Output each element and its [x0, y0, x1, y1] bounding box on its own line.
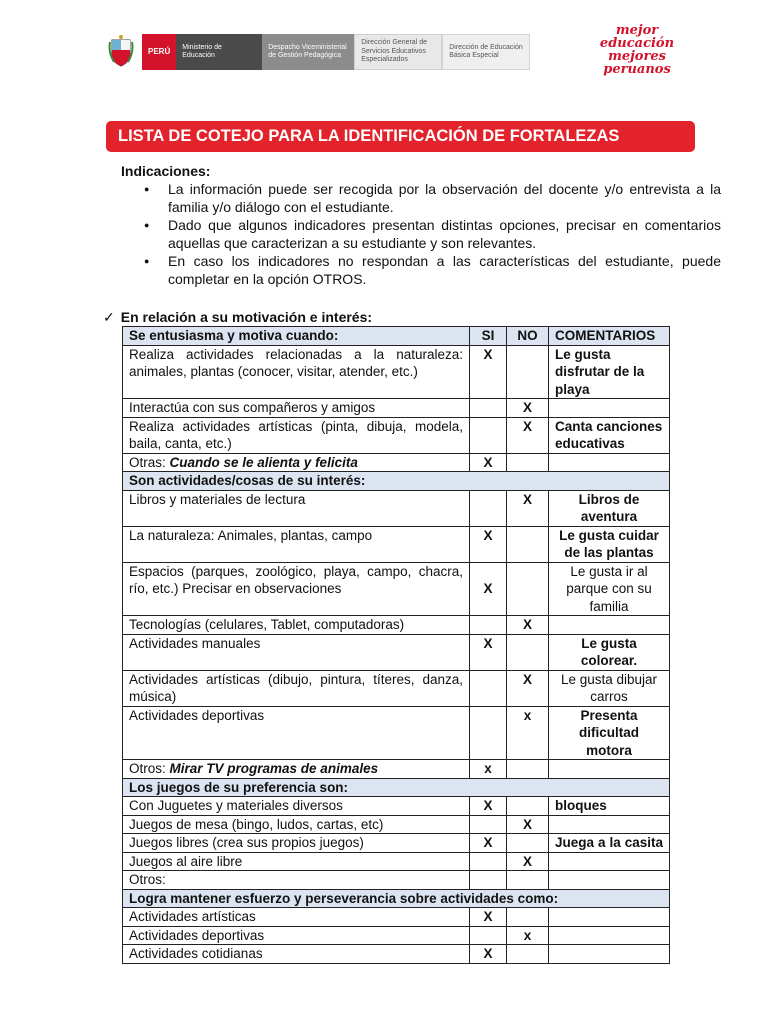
ministerio-label: Ministerio de Educación	[176, 34, 262, 70]
no-cell[interactable]	[507, 760, 549, 779]
si-cell[interactable]	[470, 871, 507, 890]
row-description: Otros:	[123, 871, 470, 890]
no-cell[interactable]: X	[507, 490, 549, 526]
section-row	[123, 889, 670, 908]
row-description: Actividades artísticas	[123, 908, 470, 927]
section-row	[123, 472, 670, 491]
comment-cell[interactable]: Le gusta dibujar carros	[549, 670, 670, 706]
otros-description	[123, 760, 470, 779]
si-cell[interactable]: X	[470, 945, 507, 964]
row-description: Actividades artísticas (dibujo, pintura, títeres, danza, música)	[123, 670, 470, 706]
table-row	[123, 834, 670, 853]
no-cell[interactable]: X	[507, 852, 549, 871]
slogan-logo	[598, 24, 676, 76]
coat-of-arms-icon	[108, 34, 134, 68]
checkmark-icon: ✓	[103, 309, 115, 325]
si-cell[interactable]	[470, 490, 507, 526]
comment-cell[interactable]	[549, 926, 670, 945]
si-cell[interactable]: X	[470, 526, 507, 562]
table-row	[123, 908, 670, 927]
comment-cell[interactable]	[549, 760, 670, 779]
row-description: La naturaleza: Animales, plantas, campo	[123, 526, 470, 562]
direccion-general-label: Dirección General de Servicios Educativos Especializados	[354, 34, 442, 70]
table-header-row	[123, 327, 670, 346]
row-description: Realiza actividades artísticas (pinta, dibuja, modela, baila, canta, etc.)	[123, 417, 470, 453]
indicaciones-list	[140, 181, 721, 289]
row-description: Tecnologías (celulares, Tablet, computadoras)	[123, 616, 470, 635]
row-description: Juegos de mesa (bingo, ludos, cartas, etc)	[123, 815, 470, 834]
table-row	[123, 852, 670, 871]
si-cell[interactable]: x	[470, 760, 507, 779]
si-cell[interactable]	[470, 399, 507, 418]
comment-cell[interactable]: bloques	[549, 797, 670, 816]
otras-prefix: Otras:	[129, 454, 170, 470]
table-row	[123, 706, 670, 760]
header-comentarios: COMENTARIOS	[549, 327, 670, 346]
otras-description	[123, 453, 470, 472]
si-cell[interactable]: X	[470, 908, 507, 927]
table-row	[123, 926, 670, 945]
section-row-label: Son actividades/cosas de su interés:	[123, 472, 670, 491]
slogan-line: mejores	[608, 49, 666, 64]
comment-cell[interactable]	[549, 453, 670, 472]
header-item: Se entusiasma y motiva cuando:	[123, 327, 470, 346]
comment-cell[interactable]	[549, 908, 670, 927]
table-row	[123, 634, 670, 670]
no-cell[interactable]	[507, 453, 549, 472]
table-row	[123, 760, 670, 779]
section-heading	[103, 309, 372, 326]
row-description: Actividades deportivas	[123, 706, 470, 760]
table-row	[123, 945, 670, 964]
si-cell[interactable]	[470, 417, 507, 453]
comment-cell[interactable]: Juega a la casita	[549, 834, 670, 853]
otros-prefix: Otros:	[129, 761, 170, 776]
row-description: Realiza actividades relacionadas a la naturaleza: animales, plantas (conocer, visitar, atender, etc.)	[123, 345, 470, 399]
comment-cell[interactable]	[549, 616, 670, 635]
row-description: Con Juguetes y materiales diversos	[123, 797, 470, 816]
table-row	[123, 871, 670, 890]
si-cell[interactable]: X	[470, 797, 507, 816]
comment-cell[interactable]: Le gusta cuidar de las plantas	[549, 526, 670, 562]
comment-cell[interactable]: Le gusta disfrutar de la playa	[549, 345, 670, 399]
table-row	[123, 815, 670, 834]
row-description: Actividades deportivas	[123, 926, 470, 945]
comment-cell[interactable]	[549, 945, 670, 964]
comment-cell[interactable]	[549, 815, 670, 834]
comment-cell[interactable]: Presenta dificultad motora	[549, 706, 670, 760]
no-cell[interactable]: x	[507, 706, 549, 760]
si-cell[interactable]	[470, 815, 507, 834]
si-cell[interactable]: X	[470, 562, 507, 616]
si-cell[interactable]: X	[470, 834, 507, 853]
table-row	[123, 490, 670, 526]
no-cell[interactable]: X	[507, 670, 549, 706]
despacho-label: Despacho Viceministerial de Gestión Pedagógica	[262, 34, 354, 70]
slogan-line: peruanos	[603, 62, 671, 77]
comment-cell[interactable]: Libros de aventura	[549, 490, 670, 526]
comment-cell[interactable]	[549, 871, 670, 890]
peru-label: PERÚ	[142, 34, 176, 70]
si-cell[interactable]: X	[470, 453, 507, 472]
si-cell[interactable]	[470, 706, 507, 760]
header-no: NO	[507, 327, 549, 346]
institutional-header	[108, 34, 530, 70]
no-cell[interactable]: X	[507, 399, 549, 418]
table-row	[123, 562, 670, 616]
list-item: ● La información puede ser recogida por la observación del docente y/o entrevista a la familia y/o diálogo con el estudiante.	[140, 181, 721, 216]
otras-value[interactable]: Cuando se le alienta y felicita	[169, 454, 358, 470]
no-cell[interactable]	[507, 345, 549, 399]
si-cell[interactable]	[470, 926, 507, 945]
row-description: Interactúa con sus compañeros y amigos	[123, 399, 470, 418]
no-cell[interactable]: X	[507, 616, 549, 635]
row-description: Juegos al aire libre	[123, 852, 470, 871]
si-cell[interactable]	[470, 670, 507, 706]
header-si: SI	[470, 327, 507, 346]
no-cell[interactable]: x	[507, 926, 549, 945]
section-row-label: Los juegos de su preferencia son:	[123, 778, 670, 797]
checklist-table	[122, 326, 670, 964]
si-cell[interactable]	[470, 852, 507, 871]
row-description: Actividades cotidianas	[123, 945, 470, 964]
list-item: ● En caso los indicadores no respondan a las características del estudiante, puede completar en la opción OTROS.	[140, 253, 721, 288]
slogan-line: mejor	[615, 23, 659, 38]
comment-cell[interactable]: Canta canciones educativas	[549, 417, 670, 453]
comment-cell[interactable]	[549, 399, 670, 418]
no-cell[interactable]	[507, 526, 549, 562]
table-row	[123, 616, 670, 635]
row-description: Espacios (parques, zoológico, playa, campo, chacra, río, etc.) Precisar en observaciones	[123, 562, 470, 616]
no-cell[interactable]	[507, 834, 549, 853]
slogan-line: educación	[599, 36, 675, 51]
list-item: ● Dado que algunos indicadores presentan distintas opciones, precisar en comentarios aquellas que caracterizan a su estudiante y son relevantes.	[140, 217, 721, 252]
table-row	[123, 453, 670, 472]
otros-value[interactable]: Mirar TV programas de animales	[169, 761, 379, 776]
section-label: En relación a su motivación e interés:	[120, 309, 373, 325]
direccion-ebe-label: Dirección de Educación Básica Especial	[442, 34, 530, 70]
table-row	[123, 417, 670, 453]
table-row	[123, 797, 670, 816]
si-cell[interactable]: X	[470, 345, 507, 399]
indicaciones-heading: Indicaciones:	[121, 163, 211, 179]
no-cell[interactable]	[507, 797, 549, 816]
no-cell[interactable]	[507, 562, 549, 616]
comment-cell[interactable]: Le gusta ir al parque con su familia	[549, 562, 670, 616]
comment-cell[interactable]	[549, 852, 670, 871]
no-cell[interactable]	[507, 945, 549, 964]
table-row	[123, 670, 670, 706]
no-cell[interactable]	[507, 634, 549, 670]
document-title: LISTA DE COTEJO PARA LA IDENTIFICACIÓN DE FORTALEZAS	[106, 121, 695, 152]
section-row-label: Logra mantener esfuerzo y perseverancia sobre actividades como:	[123, 889, 670, 908]
section-row	[123, 778, 670, 797]
si-cell[interactable]: X	[470, 634, 507, 670]
row-description: Juegos libres (crea sus propios juegos)	[123, 834, 470, 853]
table-row	[123, 345, 670, 399]
row-description: Libros y materiales de lectura	[123, 490, 470, 526]
row-description: Actividades manuales	[123, 634, 470, 670]
no-cell[interactable]: X	[507, 815, 549, 834]
no-cell[interactable]: X	[507, 417, 549, 453]
table-row	[123, 526, 670, 562]
no-cell[interactable]	[507, 871, 549, 890]
no-cell[interactable]	[507, 908, 549, 927]
table-row	[123, 399, 670, 418]
comment-cell[interactable]: Le gusta colorear.	[549, 634, 670, 670]
si-cell[interactable]	[470, 616, 507, 635]
